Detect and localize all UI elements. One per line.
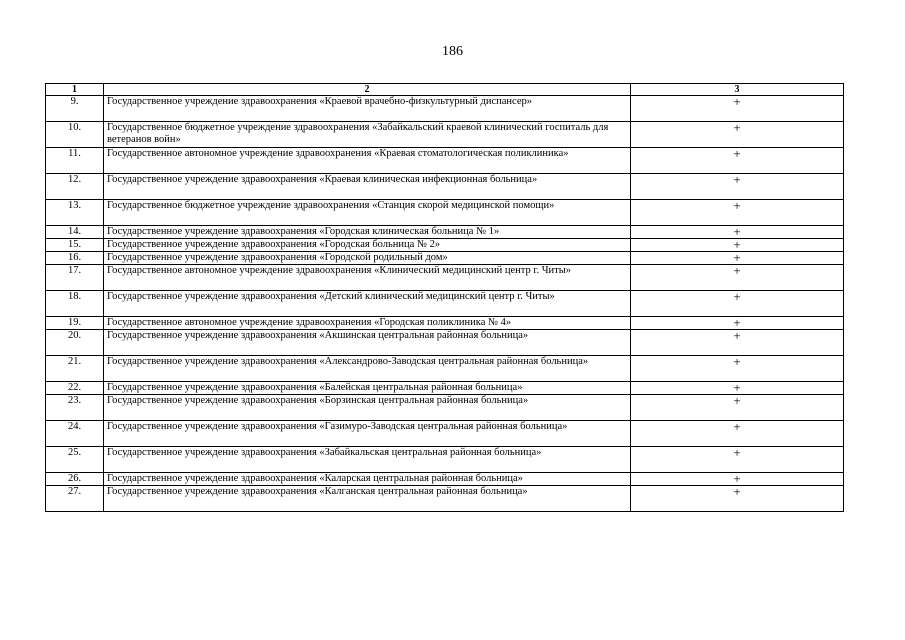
institution-name: Государственное учреждение здравоохранения «Балейская центральная районная больница»: [104, 382, 631, 395]
institution-name: Государственное учреждение здравоохранения «Александрово-Заводская центральная районная больница»: [104, 356, 631, 382]
table-row: [46, 239, 844, 252]
plus-mark: +: [631, 330, 844, 356]
institution-name: Государственное бюджетное учреждение здравоохранения «Забайкальский краевой клинический госпиталь для ветеранов войн»: [104, 122, 631, 148]
row-number: 23.: [46, 395, 104, 421]
row-number: 25.: [46, 447, 104, 473]
row-number: 18.: [46, 291, 104, 317]
plus-mark: +: [631, 148, 844, 174]
plus-mark: +: [631, 382, 844, 395]
institution-name: Государственное учреждение здравоохранения «Краевая клиническая инфекционная больница»: [104, 174, 631, 200]
table-row: [46, 447, 844, 473]
table-row: [46, 356, 844, 382]
table-row: [46, 421, 844, 447]
plus-mark: +: [631, 174, 844, 200]
plus-mark: +: [631, 226, 844, 239]
institution-name: Государственное учреждение здравоохранения «Забайкальская центральная районная больница»: [104, 447, 631, 473]
table-header-row: [46, 84, 844, 96]
institution-name: Государственное учреждение здравоохранения «Акшинская центральная районная больница»: [104, 330, 631, 356]
table-row: [46, 148, 844, 174]
plus-mark: +: [631, 96, 844, 122]
institution-name: Государственное учреждение здравоохранения «Краевой врачебно-физкультурный диспансер»: [104, 96, 631, 122]
row-number: 21.: [46, 356, 104, 382]
row-number: 17.: [46, 265, 104, 291]
row-number: 20.: [46, 330, 104, 356]
plus-mark: +: [631, 486, 844, 512]
plus-mark: +: [631, 252, 844, 265]
row-number: 14.: [46, 226, 104, 239]
row-number: 11.: [46, 148, 104, 174]
table-row: [46, 473, 844, 486]
table-row: [46, 317, 844, 330]
column-header-mark: 3: [631, 84, 844, 96]
row-number: 10.: [46, 122, 104, 148]
plus-mark: +: [631, 200, 844, 226]
table-row: [46, 226, 844, 239]
plus-mark: +: [631, 395, 844, 421]
institutions-table: [45, 83, 844, 512]
table-row: [46, 96, 844, 122]
table-row: [46, 486, 844, 512]
plus-mark: +: [631, 265, 844, 291]
institution-name: Государственное автономное учреждение здравоохранения «Городская поликлиника № 4»: [104, 317, 631, 330]
plus-mark: +: [631, 122, 844, 148]
plus-mark: +: [631, 473, 844, 486]
institution-name: Государственное автономное учреждение здравоохранения «Краевая стоматологическая поликлиника»: [104, 148, 631, 174]
row-number: 13.: [46, 200, 104, 226]
table-row: [46, 174, 844, 200]
row-number: 19.: [46, 317, 104, 330]
table-row: [46, 291, 844, 317]
table-row: [46, 395, 844, 421]
institution-name: Государственное учреждение здравоохранения «Детский клинический медицинский центр г. Читы»: [104, 291, 631, 317]
column-header-number: 1: [46, 84, 104, 96]
institution-name: Государственное учреждение здравоохранения «Борзинская центральная районная больница»: [104, 395, 631, 421]
institution-name: Государственное бюджетное учреждение здравоохранения «Станция скорой медицинской помощи»: [104, 200, 631, 226]
row-number: 22.: [46, 382, 104, 395]
plus-mark: +: [631, 447, 844, 473]
table-row: [46, 200, 844, 226]
row-number: 9.: [46, 96, 104, 122]
plus-mark: +: [631, 239, 844, 252]
institution-name: Государственное учреждение здравоохранения «Городской родильный дом»: [104, 252, 631, 265]
table-row: [46, 122, 844, 148]
row-number: 16.: [46, 252, 104, 265]
plus-mark: +: [631, 421, 844, 447]
table-row: [46, 265, 844, 291]
row-number: 27.: [46, 486, 104, 512]
institution-name: Государственное учреждение здравоохранения «Каларская центральная районная больница»: [104, 473, 631, 486]
institution-name: Государственное учреждение здравоохранения «Газимуро-Заводская центральная районная больница»: [104, 421, 631, 447]
row-number: 15.: [46, 239, 104, 252]
table-body: [46, 96, 844, 512]
column-header-name: 2: [104, 84, 631, 96]
plus-mark: +: [631, 356, 844, 382]
table-row: [46, 252, 844, 265]
plus-mark: +: [631, 317, 844, 330]
institution-name: Государственное учреждение здравоохранения «Калганская центральная районная больница»: [104, 486, 631, 512]
row-number: 12.: [46, 174, 104, 200]
table-row: [46, 382, 844, 395]
page-number: 186: [442, 44, 463, 59]
institution-name: Государственное автономное учреждение здравоохранения «Клинический медицинский центр г. Читы»: [104, 265, 631, 291]
row-number: 24.: [46, 421, 104, 447]
plus-mark: +: [631, 291, 844, 317]
institution-name: Государственное учреждение здравоохранения «Городская клиническая больница № 1»: [104, 226, 631, 239]
row-number: 26.: [46, 473, 104, 486]
table-row: [46, 330, 844, 356]
institution-name: Государственное учреждение здравоохранения «Городская больница № 2»: [104, 239, 631, 252]
